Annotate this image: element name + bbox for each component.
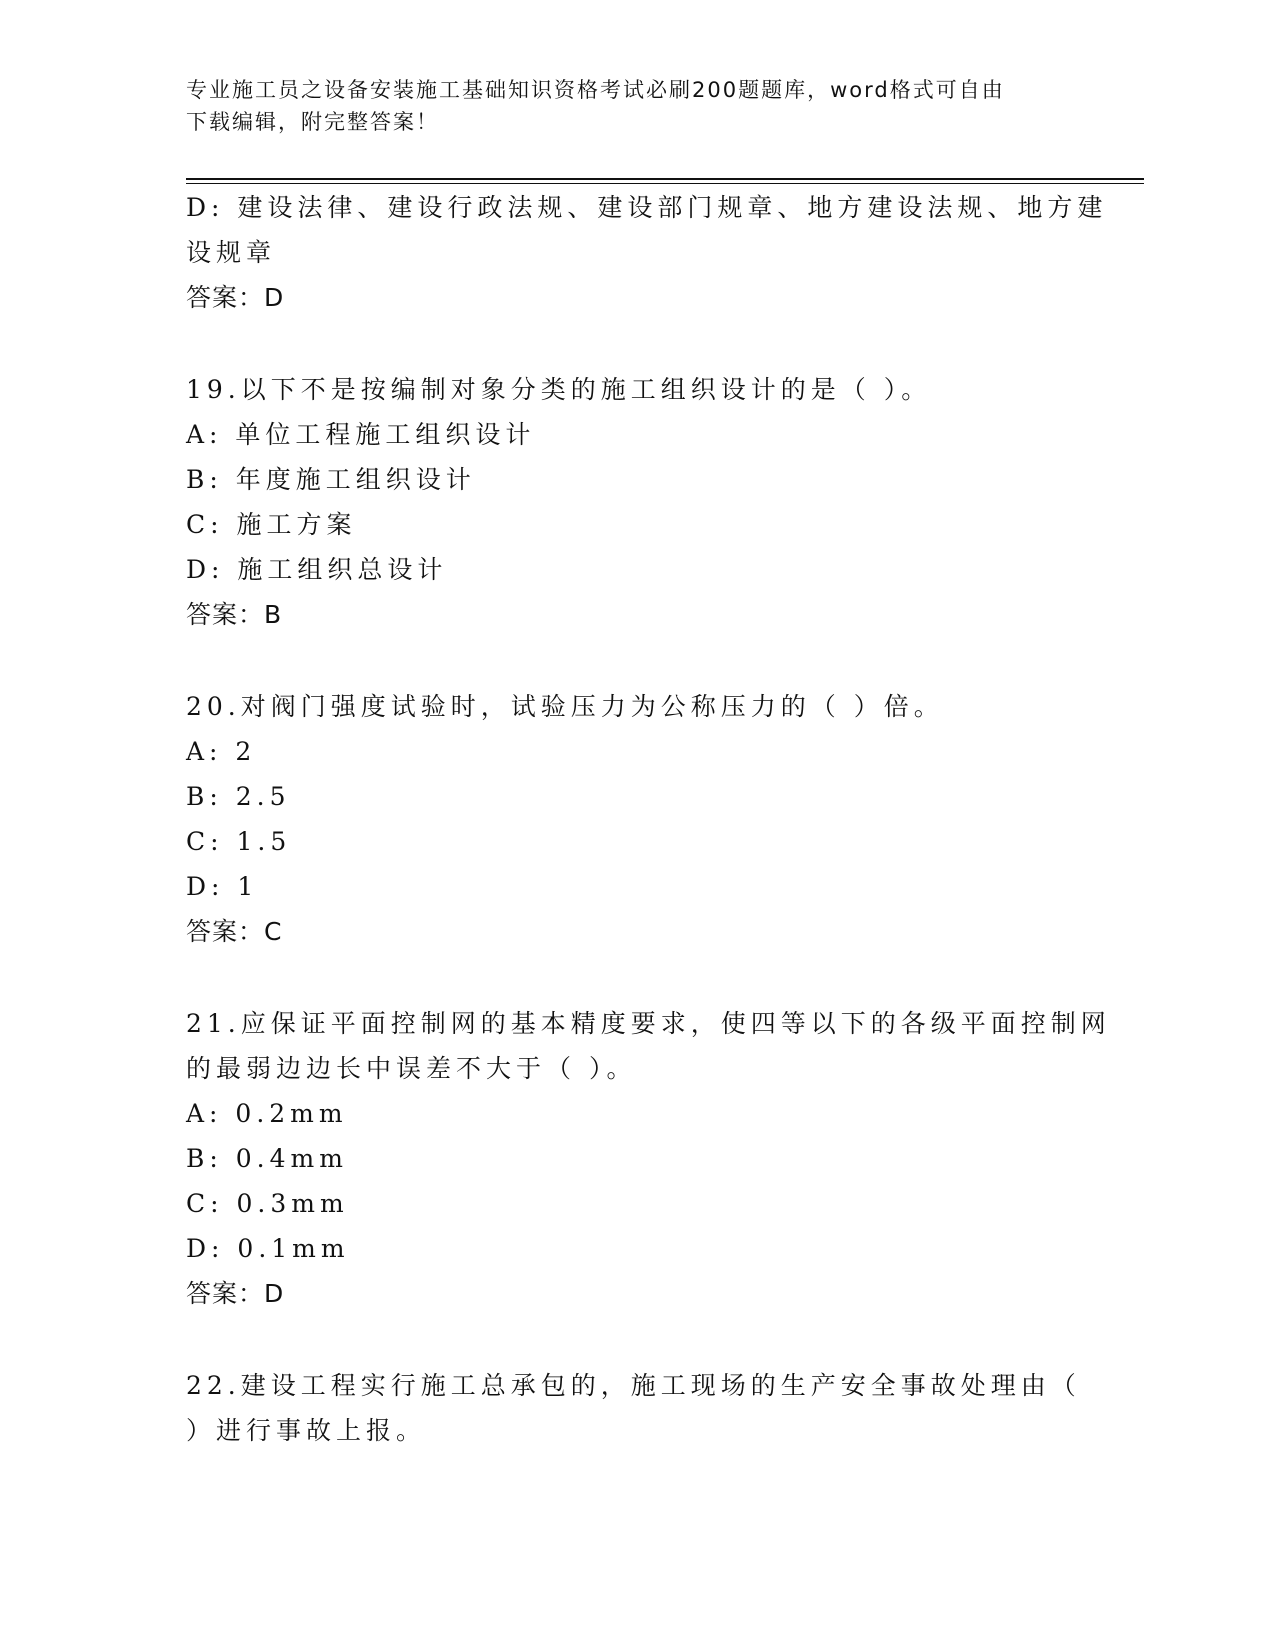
option-a: A: 0.2mm [186,1099,348,1128]
question-block-21 [186,1001,1111,1316]
spacer [186,954,1076,1001]
option-b: B: 2.5 [186,782,291,811]
spacer [186,1316,1076,1363]
question-text-continued: ）进行事故上报。 [186,1416,427,1445]
answer: 答案：C [186,917,283,946]
option-d: D: 1 [186,872,259,901]
question-block-22 [186,1363,1081,1453]
option-a: A: 2 [186,737,257,766]
header-divider-thick [186,178,1144,180]
option-b: B: 年度施工组织设计 [186,465,476,494]
option-c: C: 施工方案 [186,510,357,539]
question-list [186,185,1111,1453]
question-text: 22.建设工程实行施工总承包的，施工现场的生产安全事故处理由（ [186,1371,1081,1400]
question-block-20 [186,684,1076,954]
option-d: D: 0.1mm [186,1234,350,1263]
question-text: 20.对阀门强度试验时，试验压力为公称压力的（ ）倍。 [186,692,944,721]
question-block-18 [186,185,1108,320]
question-text-continued: 的最弱边边长中误差不大于（ ）。 [186,1054,637,1083]
option-a: A: 单位工程施工组织设计 [186,420,536,449]
question-text: 19.以下不是按编制对象分类的施工组织设计的是（ ）。 [186,375,932,404]
header-title-line-2: 下载编辑，附完整答案！ [186,110,439,134]
document-header [186,74,1066,138]
answer: 答案：D [186,283,285,312]
answer: 答案：B [186,600,283,629]
option-c: C: 0.3mm [186,1189,349,1218]
answer: 答案：D [186,1279,285,1308]
question-block-19 [186,367,1076,637]
spacer [186,320,1076,367]
header-title-line-1: 专业施工员之设备安装施工基础知识资格考试必刷200题题库，word格式可自由 [186,78,1005,102]
option-b: B: 0.4mm [186,1144,348,1173]
option-d-continued: 设规章 [186,238,277,267]
spacer [186,637,1076,684]
option-c: C: 1.5 [186,827,292,856]
question-text: 21.应保证平面控制网的基本精度要求，使四等以下的各级平面控制网 [186,1009,1111,1038]
option-d: D: 建设法律、建设行政法规、建设部门规章、地方建设法规、地方建 [186,193,1108,222]
option-d: D: 施工组织总设计 [186,555,448,584]
header-divider-thin [186,183,1144,184]
